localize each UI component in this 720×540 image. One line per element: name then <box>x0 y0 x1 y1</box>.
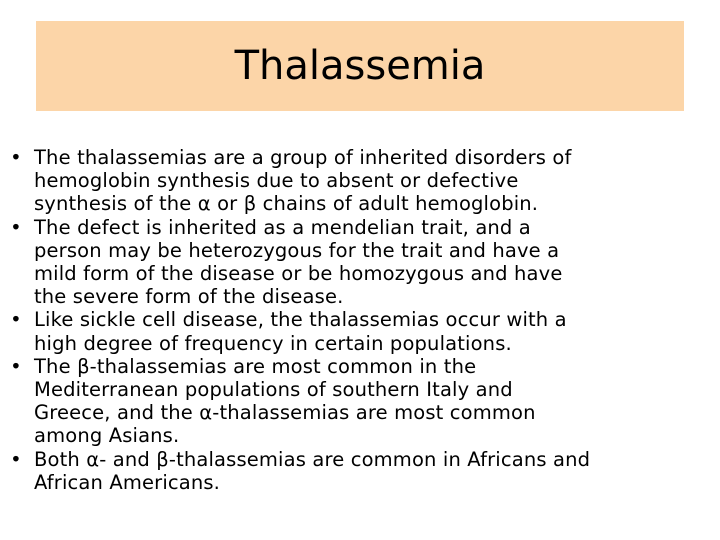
bullet-line: Greece, and the α-thalassemias are most common <box>34 401 536 425</box>
bullet-line: The thalassemias are a group of inherited disorders of <box>34 146 572 169</box>
bullet-line: Like sickle cell disease, the thalassemias occur with a <box>34 308 567 332</box>
bullet-item <box>0 146 720 216</box>
bullet-line: The β-thalassemias are most common in the <box>34 354 477 378</box>
bullet-line: person may be heterozygous for the trait and have a <box>34 238 560 262</box>
bullet-line: the severe form of the disease. <box>34 285 344 309</box>
bullet-list <box>0 146 720 494</box>
bullet-line: mild form of the disease or be homozygous and have <box>34 262 563 286</box>
bullet-line: among Asians. <box>34 424 180 448</box>
bullet-icon: • <box>10 354 22 378</box>
bullet-item <box>0 216 720 309</box>
bullet-icon: • <box>10 146 22 169</box>
bullet-line: Mediterranean populations of southern Italy and <box>34 378 513 402</box>
bullet-line: African Americans. <box>34 470 221 494</box>
bullet-line: hemoglobin synthesis due to absent or defective <box>34 169 519 193</box>
bullet-item <box>0 448 720 494</box>
bullet-item <box>0 308 720 354</box>
bullet-icon: • <box>10 215 22 239</box>
bullet-icon: • <box>10 308 22 332</box>
bullet-item <box>0 355 720 448</box>
slide-title: Thalassemia <box>234 43 486 89</box>
bullet-icon: • <box>10 447 22 471</box>
bullet-line: Both α- and β-thalassemias are common in Africans and <box>34 447 591 471</box>
bullet-line: The defect is inherited as a mendelian trait, and a <box>34 215 531 239</box>
bullet-line: synthesis of the α or β chains of adult hemoglobin. <box>34 192 539 216</box>
bullet-line: high degree of frequency in certain populations. <box>34 331 512 355</box>
title-banner <box>36 21 684 111</box>
